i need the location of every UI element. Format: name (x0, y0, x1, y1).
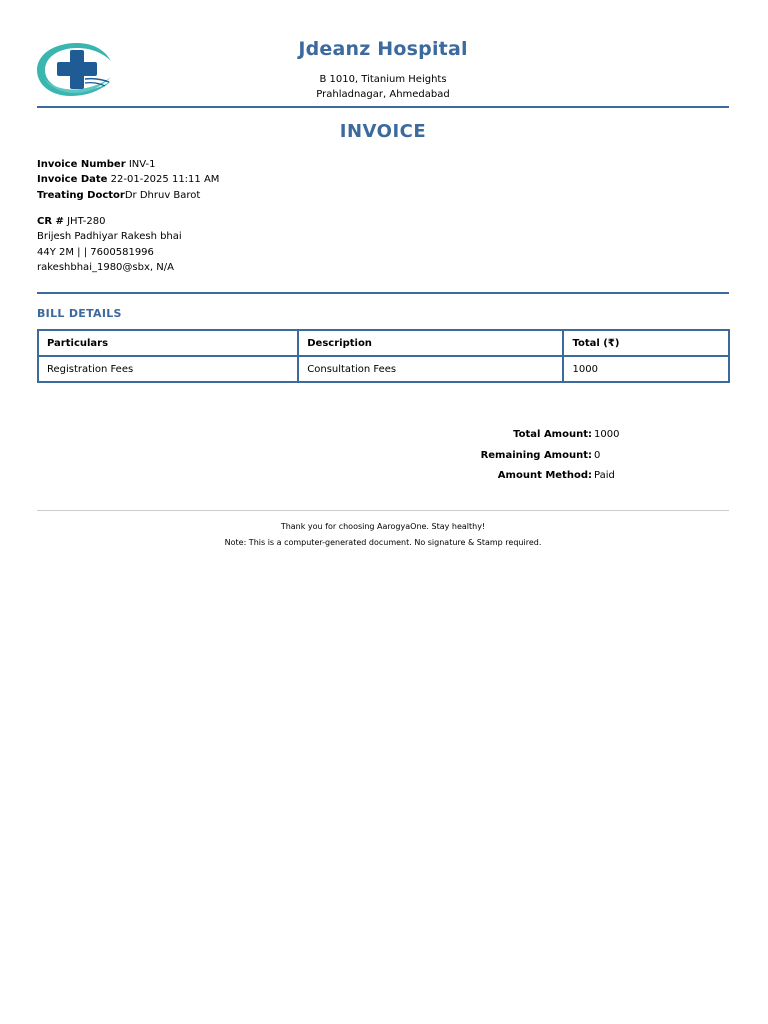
remaining-amount-value: 0 (594, 449, 601, 461)
table-row (38, 356, 729, 382)
treating-doctor-value: Dr Dhruv Barot (124, 189, 201, 201)
cell-particulars: Registration Fees (38, 356, 298, 382)
amount-method-row (429, 470, 729, 491)
invoice-info (37, 157, 219, 203)
invoice-date-value: 22-01-2025 11:11 AM (110, 174, 220, 186)
bill-table (37, 329, 730, 383)
footer-note: Note: This is a computer-generated document. No signature & Stamp required. (224, 538, 542, 547)
document-title: INVOICE (339, 121, 427, 142)
total-amount-row (429, 429, 729, 450)
total-amount-label: Total Amount: (513, 429, 592, 440)
table-header-row (38, 330, 729, 356)
section-divider (37, 292, 729, 294)
patient-name: Brijesh Padhiyar Rakesh bhai (37, 231, 182, 243)
remaining-amount-row (429, 450, 729, 471)
hospital-name: Jdeanz Hospital (298, 38, 468, 60)
column-header-particulars: Particulars (38, 330, 298, 356)
cell-total: 1000 (563, 356, 729, 382)
amount-method-label: Amount Method: (497, 470, 592, 481)
cr-label: CR # (37, 216, 64, 227)
invoice-number-row (37, 157, 219, 172)
footer-divider (37, 510, 729, 511)
address-line-1: B 1010, Titanium Heights (319, 74, 447, 85)
invoice-page (37, 0, 729, 547)
invoice-date-row (37, 172, 219, 187)
remaining-amount-label: Remaining Amount: (480, 449, 592, 461)
column-header-description: Description (298, 330, 563, 356)
cr-value: JHT-280 (67, 216, 106, 227)
treating-doctor-label: Treating Doctor (37, 189, 125, 201)
patient-info (37, 214, 182, 275)
invoice-number-label: Invoice Number (37, 159, 126, 170)
invoice-number-value: INV-1 (128, 159, 156, 170)
column-header-total: Total (₹) (563, 330, 729, 356)
patient-contact: rakeshbhai_1980@sbx, N/A (37, 261, 174, 273)
invoice-date-label: Invoice Date (37, 174, 108, 186)
address-line-2: Prahladnagar, Ahmedabad (316, 89, 450, 100)
total-amount-value: 1000 (594, 429, 620, 440)
amount-method-value: Paid (594, 470, 615, 481)
patient-details: 44Y 2M | | 7600581996 (37, 246, 154, 258)
treating-doctor-row (37, 188, 219, 203)
bill-details-title: BILL DETAILS (37, 307, 122, 320)
cr-row (37, 214, 182, 229)
totals-block (429, 429, 729, 491)
footer-thanks: Thank you for choosing AarogyaOne. Stay healthy! (280, 522, 486, 531)
invoice-header (37, 0, 729, 108)
cell-description: Consultation Fees (298, 356, 563, 382)
